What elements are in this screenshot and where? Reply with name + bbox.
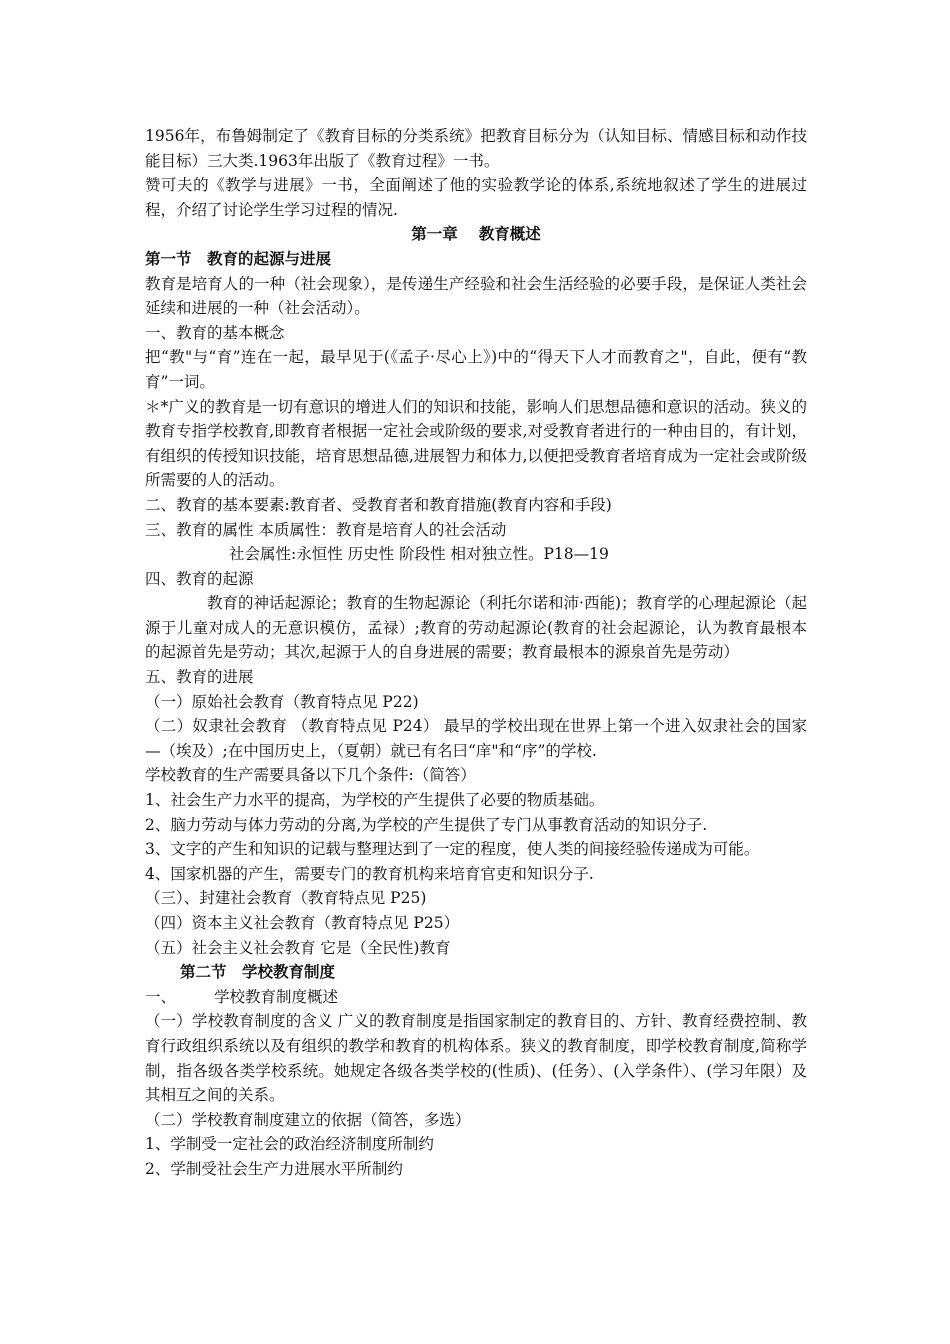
list-item-capitalist: （四）资本主义社会教育（教育特点见 P25） (145, 914, 460, 932)
paragraph-school-conditions: 学校教育的生产需要具备以下几个条件:（简答） (145, 766, 476, 785)
list-item-slavery: （二）奴隶社会教育 （教育特点见 P24） 最早的学校出现在世界上第一个进入奴隶社会的国家—（埃及）;在中国历史上，（夏朝）就已有名曰“庠"和“序”的学校. (145, 717, 807, 760)
paragraph-origin-theories: 教育的神话起源论；教育的生物起源论（利托尔诺和沛·西能)；教育学的心理起源论（起源于儿童对成人的无意识模仿，孟禄）;教育的劳动起源论(教育的社会起源论，认为教育最根本的起源首先是劳动；其次,起源于人的自身进展的需要；教育最根本的源泉首先是劳动） (145, 594, 807, 662)
document-body (145, 124, 807, 1182)
list-item-basis-1: 1、学制受一定社会的政治经济制度所制约 (145, 1135, 434, 1154)
list-item-socialist: （五）社会主义社会教育 它是（全民性)教育 (145, 938, 451, 957)
heading-text: 学校教育制度概述 (214, 987, 339, 1006)
paragraph-social-attributes: 社会属性:永恒性 历史性 阶段性 相对独立性。P18—19 (229, 545, 609, 564)
list-item-condition-1: 1、社会生产力水平的提高，为学校的产生提供了必要的物质基础。 (145, 791, 605, 810)
chapter-title: 第一章 教育概述 (411, 224, 541, 244)
heading-attributes: 三、教育的属性 本质属性：教育是培育人的社会活动 (145, 520, 507, 539)
list-item-condition-3: 3、文字的产生和知识的记载与整理达到了一定的程度，使人类的间接经验传递成为可能。 (145, 840, 760, 859)
paragraph-definition: 教育是培育人的一种（社会现象），是传递生产经验和社会生活经验的必要手段，是保证人类社会延续和进展的一种（社会活动）。 (145, 274, 807, 318)
paragraph-zankov: 赞可夫的《教学与进展》一书，全面阐述了他的实验教学论的体系,系统地叙述了学生的进展过程，介绍了讨论学生学习过程的情况. (145, 176, 807, 219)
heading-school-system-basis: （二）学校教育制度建立的依据（简答，多选） (145, 1110, 471, 1129)
section-title-2: 第二节 学校教育制度 (180, 962, 336, 982)
paragraph-school-system-meaning: （一）学校教育制度的含义 广义的教育制度是指国家制定的教育目的、方针、教育经费控制、教育行政组织系统以及有组织的教学和教育的机构体系。狭义的教育制度，即学校教育制度,简称学制，指各级各类学校系统。她规定各级各类学校的(性质)、(任务）、(入学条件）、(学习年限）及其相互之间的关系。 (145, 1012, 807, 1105)
list-item-condition-2: 2、脑力劳动与体力劳动的分离,为学校的产生提供了专门从事教育活动的知识分子. (145, 815, 708, 834)
heading-development: 五、教育的进展 (145, 668, 254, 687)
heading-number: 一、 (145, 987, 177, 1006)
list-item-condition-4: 4、国家机器的产生，需要专门的教育机构来培育官吏和知识分子. (145, 864, 594, 883)
list-item-feudal: （三）、封建社会教育（教育特点见 P25) (145, 889, 427, 908)
paragraph-mencius: 把“教"与“育”连在一起，最早见于(《孟子·尽心上》)中的“得天下人才而教育之"，自此，便有“教育”一词。 (145, 348, 807, 391)
heading-basic-elements: 二、教育的基本要素:教育者、受教育者和教育措施(教育内容和手段) (145, 495, 612, 514)
paragraph-bloom: 1956年，布鲁姆制定了《教育目标的分类系统》把教育目标分为（认知目标、情感目标和动作技能目标）三大类.1963年出版了《教育过程》一书。 (145, 127, 807, 170)
heading-origin: 四、教育的起源 (145, 569, 254, 588)
list-item-basis-2: 2、学制受社会生产力进展水平所制约 (145, 1159, 403, 1178)
section-title-1: 第一节 教育的起源与进展 (145, 248, 332, 268)
paragraph-broad-narrow: ＊*广义的教育是一切有意识的增进人们的知识和技能，影响人们思想品德和意识的活动。狭义的教育专指学校教育,即教育者根据一定社会或阶级的要求,对受教育者进行的一种由目的，有计划，有组织的传授知识技能，培育思想品德,进展智力和体力,以便把受教育者培育成为一定社会或阶级所需要的人的活动。 (145, 397, 807, 490)
heading-school-system (145, 985, 807, 1010)
list-item-primitive: （一）原始社会教育（教育特点见 P22) (145, 692, 419, 711)
heading-basic-concept: 一、教育的基本概念 (145, 323, 285, 342)
